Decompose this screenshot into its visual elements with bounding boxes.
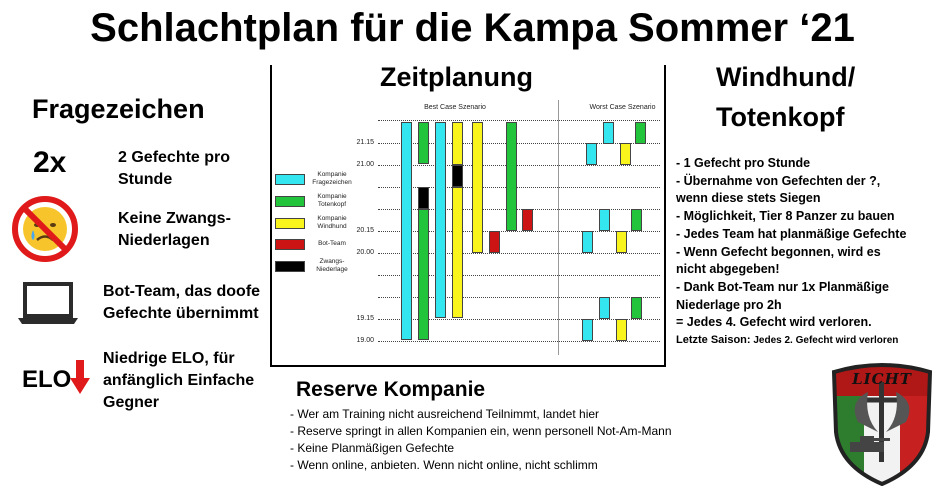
tick-label: 21.15 [356, 139, 374, 146]
right-item: Niederlage pro 2h [676, 297, 782, 312]
right-item: nicht abgegeben! [676, 262, 780, 277]
tick-label: 19.00 [356, 337, 374, 344]
left-item-2: Keine Zwangs-Niederlagen [118, 210, 231, 249]
legend-swatch-fragezeichen [275, 174, 305, 185]
right-item: = Jedes 4. Gefecht wird verloren. [676, 315, 872, 330]
no-crying-emoji-icon [12, 196, 78, 262]
bar-bot-team [522, 209, 533, 231]
down-arrow-icon [70, 360, 90, 394]
center-heading: Zeitplanung [380, 62, 533, 92]
bar-fragezeichen [599, 297, 610, 319]
right-item: - 1 Gefecht pro Stunde [676, 156, 811, 170]
left-item-4: Niedrige ELO, für anfänglich Einfache Gegner [103, 350, 255, 411]
right-item: - Jedes Team hat planmäßige Gefechte [676, 226, 907, 241]
bar-totenkopf [631, 297, 642, 319]
legend-swatch-zwangs-niederlage [275, 261, 305, 272]
left-heading: Fragezeichen [32, 94, 205, 124]
bar-windhund [452, 187, 463, 318]
last-season-text: Jedes 2. Gefecht wird verloren [750, 335, 899, 347]
bar-fragezeichen [586, 143, 597, 165]
bar-totenkopf [418, 209, 429, 340]
bar-totenkopf [635, 122, 646, 144]
bar-windhund [472, 122, 483, 253]
bar-totenkopf [418, 122, 429, 164]
bar-fragezeichen [582, 231, 593, 253]
reserve-list [290, 406, 760, 474]
bar-windhund [620, 143, 631, 165]
left-item-3: Bot-Team, das doofe Gefechte übernimmt [103, 283, 261, 322]
grid-line [378, 120, 660, 121]
reserve-item: - Keine Planmäßigen Gefechte [290, 441, 455, 455]
bar-fragezeichen [599, 209, 610, 231]
right-item: - Dank Bot-Team nur 1x Planmäßige [676, 279, 890, 294]
bar-totenkopf [506, 122, 517, 231]
scenario-separator [558, 100, 559, 355]
legend-label: Kompanie Totenkopf [317, 193, 347, 208]
best-case-title: Best Case Szenario [424, 104, 486, 111]
legend-swatch-bot-team [275, 239, 305, 250]
bar-fragezeichen [401, 122, 412, 340]
legend-label: Zwangs-Niederlage [316, 258, 348, 273]
bar-windhund [616, 231, 627, 253]
bar-totenkopf [631, 209, 642, 231]
bar-zwangs-niederlage [452, 165, 463, 187]
reserve-item: - Wenn online, anbieten. Wenn nicht online, nicht schlimm [290, 458, 598, 472]
bottom-divider [270, 365, 666, 367]
last-season-label: Letzte Saison: [676, 334, 751, 347]
tick-label: 20.15 [356, 227, 374, 234]
left-item-1: 2 Gefechte pro Stunde [118, 149, 231, 188]
legend-swatch-totenkopf [275, 196, 305, 207]
worst-case-title: Worst Case Szenario [589, 104, 656, 111]
reserve-item: - Reserve springt in allen Kompanien ein, wenn personell Not-Am-Mann [290, 424, 672, 438]
grid-line [378, 165, 660, 166]
bar-fragezeichen [582, 319, 593, 341]
left-divider [270, 65, 272, 366]
grid-line [378, 341, 660, 342]
laptop-icon [16, 280, 80, 326]
bar-bot-team [489, 231, 500, 253]
two-x-label: 2x [33, 146, 67, 179]
bar-fragezeichen [435, 122, 446, 318]
reserve-item: - Wer am Training nicht ausreichend Teilnimmt, landet hier [290, 407, 600, 421]
tick-label: 20.00 [356, 249, 374, 256]
right-item: wenn diese stets Siegen [676, 191, 821, 206]
logo-text: LICHT [852, 370, 912, 388]
bar-zwangs-niederlage [418, 187, 429, 209]
last-season-line [676, 332, 941, 350]
right-list [676, 155, 941, 350]
legend-label: Bot-Team [318, 240, 346, 247]
right-item: - Übernahme von Gefechten der ?, [676, 173, 881, 188]
tick-label: 19.15 [356, 315, 374, 322]
right-heading-line2: Totenkopf [716, 102, 845, 132]
bar-windhund [616, 319, 627, 341]
elo-label: ELO [22, 366, 72, 393]
reserve-heading: Reserve Kompanie [296, 378, 486, 401]
page-title: Schlachtplan für die Kampa Sommer ‘21 [90, 6, 855, 50]
legend-label: Kompanie Fragezeichen [312, 171, 352, 186]
right-heading-line1: Windhund/ [716, 62, 856, 92]
licht-logo [828, 362, 936, 486]
bar-windhund [452, 122, 463, 165]
legend-swatch-windhund [275, 218, 305, 229]
legend-label: Kompanie Windhund [317, 215, 347, 230]
bar-fragezeichen [603, 122, 614, 144]
right-item: - Möglichkeit, Tier 8 Panzer zu bauen [676, 209, 895, 224]
tick-label: 21.00 [356, 161, 374, 168]
right-item: - Wenn Gefecht begonnen, wird es [676, 244, 881, 259]
